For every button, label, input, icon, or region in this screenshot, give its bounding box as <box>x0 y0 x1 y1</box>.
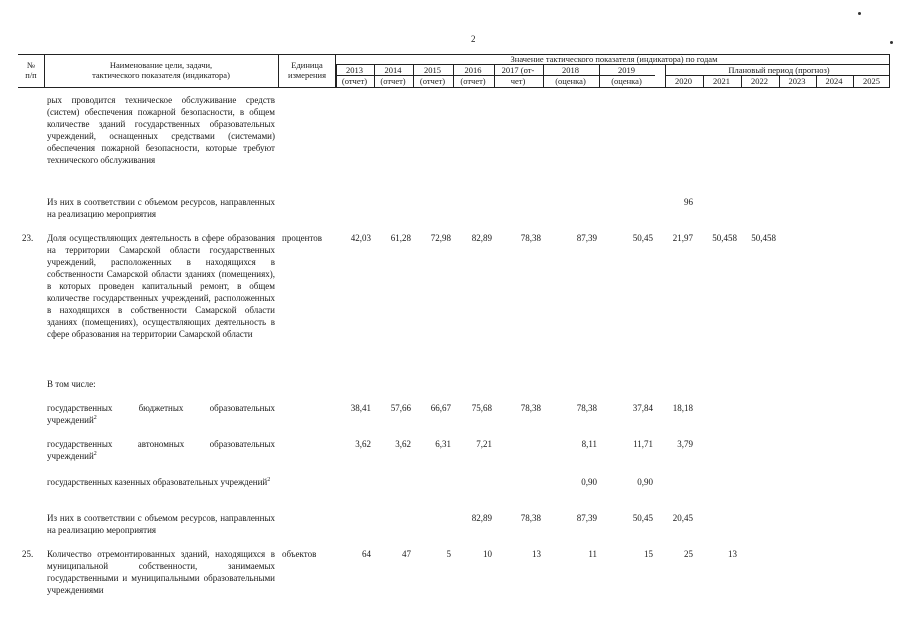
indicator-name <box>47 402 275 426</box>
header-year-note-1: (отчет) <box>380 76 406 86</box>
header-mid-rule <box>374 75 413 76</box>
col-divider <box>889 54 890 88</box>
indicator-name <box>47 512 275 536</box>
header-indicator-name: Наименование цели, задачи, тактического показателя (индикатора) <box>92 60 230 80</box>
header-year-2: 2015 <box>424 65 441 75</box>
value-cell: 7,21 <box>476 439 492 449</box>
indicator-name-text: Из них в соответствии с объемом ресурсов, направленных на реализацию мероприятия <box>47 197 275 219</box>
value-cell: 78,38 <box>520 403 541 413</box>
header-plan-year-0: 2020 <box>675 76 692 86</box>
header-mid-rule <box>599 75 655 76</box>
value-cell: 72,98 <box>430 233 451 243</box>
indicator-name-text: В том числе: <box>47 379 96 389</box>
header-year-5: 2018 <box>562 65 579 75</box>
header-year-note-6: (оценка) <box>611 76 642 86</box>
value-cell: 18,18 <box>672 403 693 413</box>
value-cell: 3,62 <box>355 439 371 449</box>
header-year-note-4: чет) <box>510 76 526 86</box>
footnote-marker: 2 <box>93 451 97 457</box>
header-plan-title: Плановый период (прогноз) <box>728 65 830 75</box>
indicator-name <box>47 196 275 220</box>
col-divider <box>278 54 279 88</box>
value-cell: 50,458 <box>712 233 737 243</box>
indicator-name <box>47 94 275 166</box>
indicator-name-text: Доля осуществляющих деятельность в сфере образования на территории Самарской области государственных учреждений, расположенных в находящихся в собственности Самарской области зданиях (помещениях), в которых проведен капитальный ремонт, в общем количестве государственных учреждений, расположенных в находящихся в собственности Самарской области зданиях (помещениях), осуществляющих деятельность в сфере образования на территории Самарской области <box>47 233 275 339</box>
col-divider <box>44 54 45 88</box>
header-mid-rule <box>453 75 494 76</box>
header-bottom-rule <box>18 87 890 88</box>
value-cell: 78,38 <box>576 403 597 413</box>
value-cell: 50,45 <box>632 513 653 523</box>
value-cell: 78,38 <box>520 233 541 243</box>
footnote-marker: 2 <box>93 415 97 421</box>
indicator-name-text: Из них в соответствии с объемом ресурсов, направленных на реализацию мероприятия <box>47 513 275 535</box>
value-cell: 96 <box>684 197 693 207</box>
value-cell: 61,28 <box>390 233 411 243</box>
indicator-name-text: государственных бюджетных образовательных учреждений <box>47 403 275 425</box>
value-cell: 21,97 <box>672 233 693 243</box>
value-cell: 78,38 <box>520 513 541 523</box>
value-cell: 11 <box>588 549 597 559</box>
header-unit: Единица измерения <box>288 60 326 80</box>
header-year-note-3: (отчет) <box>460 76 486 86</box>
row-number: 23. <box>22 233 34 243</box>
scan-speck <box>890 41 893 44</box>
header-mid-rule <box>494 75 543 76</box>
value-cell: 13 <box>728 549 737 559</box>
value-cell: 64 <box>362 549 371 559</box>
page-number: 2 <box>471 34 476 44</box>
header-plan-year-4: 2024 <box>825 76 843 86</box>
header-plan-year-5: 2025 <box>863 76 880 86</box>
value-cell: 3,79 <box>677 439 693 449</box>
header-year-4: 2017 (от- <box>501 65 535 75</box>
header-year-note-0: (отчет) <box>341 76 368 86</box>
header-values-title: Значение тактического показателя (индикатора) по годам <box>510 54 718 64</box>
indicator-name-text: государственных казенных образовательных учреждений <box>47 477 268 487</box>
value-cell: 82,89 <box>471 513 492 523</box>
value-cell: 82,89 <box>471 233 492 243</box>
value-cell: 42,03 <box>350 233 371 243</box>
indicator-name <box>47 438 275 462</box>
value-cell: 0,90 <box>637 477 653 487</box>
header-mid-rule <box>543 75 599 76</box>
value-cell: 87,39 <box>576 233 597 243</box>
header-plan-year-1: 2021 <box>713 76 730 86</box>
value-cell: 47 <box>402 549 411 559</box>
header-mid-rule <box>336 75 374 76</box>
value-cell: 11,71 <box>633 439 653 449</box>
indicator-name <box>47 476 275 488</box>
header-plan-year-3: 2023 <box>788 76 806 86</box>
value-cell: 3,62 <box>395 439 411 449</box>
header-year-3: 2016 <box>464 65 482 75</box>
value-cell: 57,66 <box>390 403 411 413</box>
value-cell: 66,67 <box>430 403 451 413</box>
row-number: 25. <box>22 549 34 559</box>
header-year-6: 2019 <box>618 65 635 75</box>
indicator-name <box>47 232 275 340</box>
indicator-name-text: Количество отремонтированных зданий, находящихся в муниципальной собственности, занимаемых государственными и муниципальными образовательными учреждениями <box>47 549 275 595</box>
header-year-1: 2014 <box>384 65 402 75</box>
value-cell: 50,458 <box>751 233 776 243</box>
value-cell: 25 <box>684 549 693 559</box>
value-cell: 75,68 <box>471 403 492 413</box>
indicator-name-text: государственных автономных образовательных учреждений <box>47 439 275 461</box>
value-cell: 37,84 <box>632 403 653 413</box>
indicator-name <box>47 548 275 596</box>
header-year-note-5: (оценка) <box>555 76 586 86</box>
value-cell: 8,11 <box>581 439 597 449</box>
indicator-name-text: рых проводится техническое обслуживание средств (систем) обеспечения пожарной безопасности, в общем количестве зданий государственных образовательных учреждений, оснащенных средствами (системами) обеспечения пожарной безопасности, которые требуют технического обслуживания <box>47 95 275 165</box>
value-cell: 20,45 <box>672 513 693 523</box>
header-number: № п/п <box>25 60 37 80</box>
value-cell: 10 <box>483 549 492 559</box>
unit-of-measure: объектов <box>282 549 317 559</box>
value-cell: 13 <box>532 549 541 559</box>
value-cell: 50,45 <box>632 233 653 243</box>
scan-speck <box>858 12 861 15</box>
unit-of-measure: процентов <box>282 233 323 243</box>
header-plan-year-2: 2022 <box>751 76 768 86</box>
value-cell: 87,39 <box>576 513 597 523</box>
indicator-name <box>47 378 275 390</box>
value-cell: 15 <box>644 549 653 559</box>
value-cell: 38,41 <box>350 403 371 413</box>
value-cell: 0,90 <box>581 477 597 487</box>
header-mid-rule <box>413 75 453 76</box>
value-cell: 6,31 <box>435 439 451 449</box>
value-cell: 5 <box>446 549 451 559</box>
footnote-marker: 2 <box>267 477 271 483</box>
header-year-note-2: (отчет) <box>419 76 446 86</box>
header-year-0: 2013 <box>346 65 363 75</box>
